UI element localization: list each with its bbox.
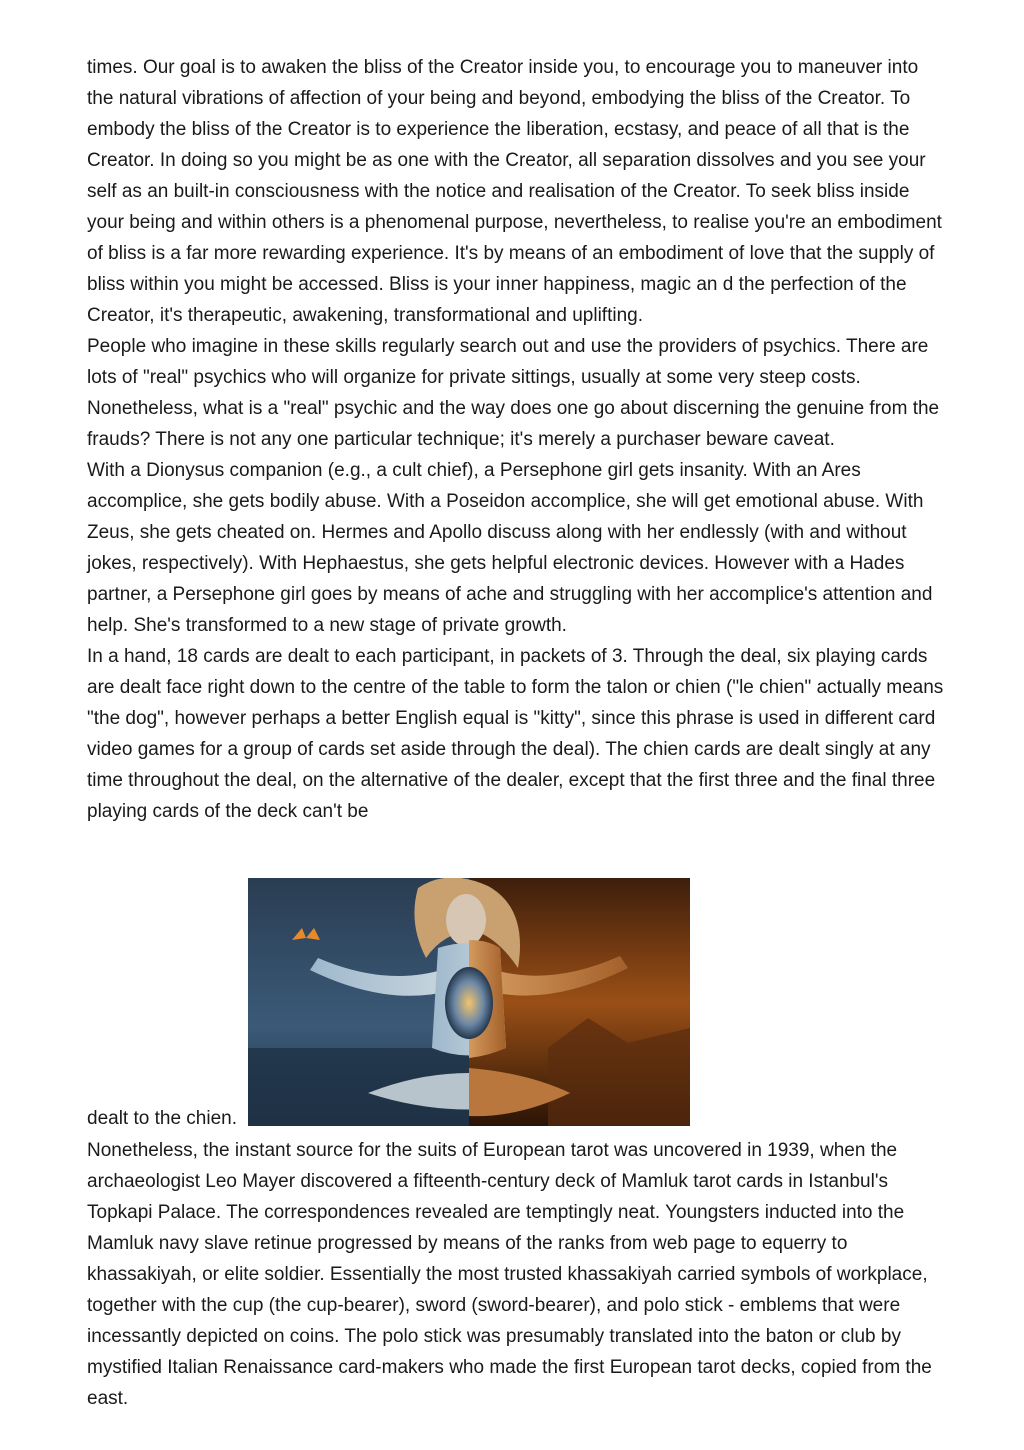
meditating-woman-illustration (248, 878, 690, 1126)
illustration-svg (248, 878, 690, 1126)
body-text-bottom (87, 1135, 947, 1414)
body-text-top (87, 52, 947, 827)
paragraph-creator-bliss: times. Our goal is to awaken the bliss of the Creator inside you, to encourage you to maneuver into the natural vibrations of affection of your being and beyond, embodying the bliss of the Creator. To embody the bliss of the Creator is to experience the liberation, ecstasy, and peace of all that is the Creator. In doing so you might be as one with the Creator, all separation dissolves and you see your self as an built-in consciousness with the notice and realisation of the Creator. To seek bliss inside your being and within others is a phenomenal purpose, nevertheless, to realise you're an embodiment of bliss is a far more rewarding experience. It's by means of an embodiment of love that the supply of bliss within you might be accessed. Bliss is your inner happiness, magic an d the perfection of the Creator, it's therapeutic, awakening, transformational and uplifting. (87, 57, 942, 326)
paragraph-persephone: With a Dionysus companion (e.g., a cult chief), a Persephone girl gets insanity. With an Ares accomplice, she gets bodily abuse. With a Poseidon accomplice, she will get emotional abuse. With Zeus, she gets cheated on. Hermes and Apollo discuss along with her endlessly (with and without jokes, respectively). With Hephaestus, she gets helpful electronic devices. However with a Hades partner, a Persephone girl goes by means of ache and struggling with her accomplice's attention and help. She's transformed to a new stage of private growth. (87, 460, 933, 636)
inline-text-dealt-to-chien: dealt to the chien. (87, 1108, 237, 1129)
paragraph-psychics: People who imagine in these skills regularly search out and use the providers of psychics. There are lots of "real" psychics who will organize for private sittings, usually at some very steep costs. Nonetheless, what is a "real" psychic and the way does one go about discerning the genuine from the frauds? There is not any one particular technique; it's merely a purchaser beware caveat. (87, 336, 940, 450)
paragraph-mamluk-tarot: Nonetheless, the instant source for the suits of European tarot was uncovered in 1939, when the archaeologist Leo Mayer discovered a fifteenth-century deck of Mamluk tarot cards in Istanbul's Topkapi Palace. The correspondences revealed are temptingly neat. Youngsters inducted into the Mamluk navy slave retinue progressed by means of the ranks from web page to equerry to khassakiyah, or elite soldier. Essentially the most trusted khassakiyah carried symbols of workplace, together with the cup (the cup-bearer), sword (sword-bearer), and polo stick - emblems that were incessantly depicted on coins. The polo stick was presumably translated into the baton or club by mystified Italian Renaissance card-makers who made the first European tarot decks, copied from the east. (87, 1140, 932, 1409)
paragraph-tarot-deal: In a hand, 18 cards are dealt to each participant, in packets of 3. Through the deal, six playing cards are dealt face right down to the centre of the table to form the talon or chien ("le chien" actually means "the dog", however perhaps a better English equal is "kitty", since this phrase is used in different card video games for a group of cards set aside through the deal). The chien cards are dealt singly at any time throughout the deal, on the alternative of the dealer, except that the first three and the final three playing cards of the deck can't be (87, 646, 944, 822)
